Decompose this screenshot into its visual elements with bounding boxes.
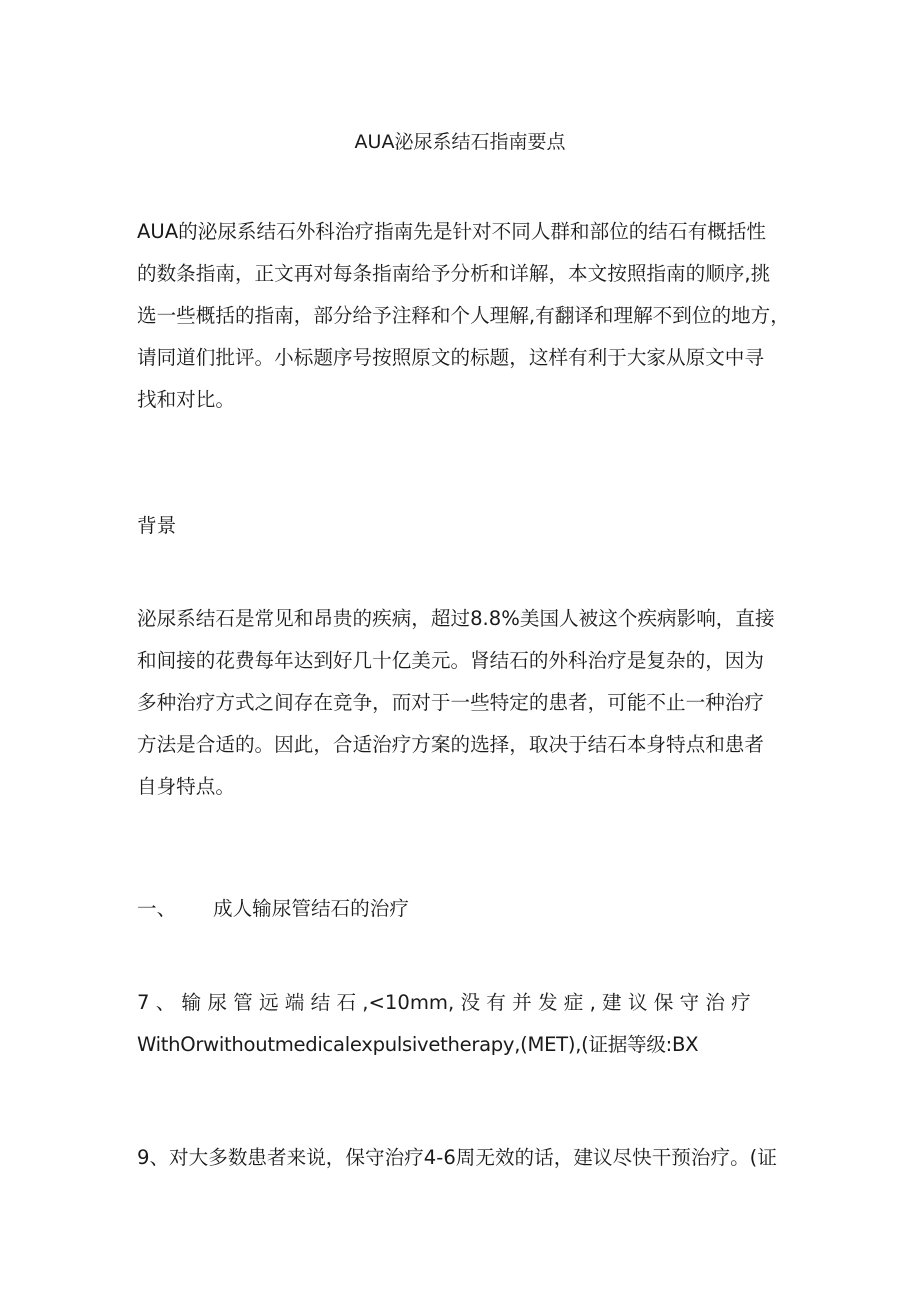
item-7-line: 7 、 输 尿 管 远 端 结 石 ,<10mm, 没 有 并 发 症 , 建 议 保 守 治 疗 [137,991,751,1014]
background-heading [137,505,787,547]
document-title: AUA泌尿系结石指南要点 [354,131,566,153]
guideline-item-9 [137,1137,787,1179]
intro-line: 请同道们批评。小标题序号按照原文的标题，这样有利于大家从原文中寻 [137,346,764,369]
background-heading-text: 背景 [137,514,177,537]
background-line: 方法是合适的。因此，合适治疗方案的选择，取决于结石本身特点和患者 [137,733,764,756]
section-number: 一、 [137,897,177,920]
intro-paragraph [137,211,790,421]
intro-line: 选一些概括的指南，部分给予注释和个人理解,有翻译和理解不到位的地方， [137,304,790,327]
intro-line: AUA的泌尿系结石外科治疗指南先是针对不同人群和部位的结石有概括性 [137,220,766,243]
background-line: 和间接的花费每年达到好几十亿美元。肾结石的外科治疗是复杂的，因为 [137,649,764,672]
item-9-line: 9、对大多数患者来说，保守治疗4-6周无效的话，建议尽快干预治疗。(证 [137,1146,777,1169]
item-7-line: WithOrwithoutmedicalexpulsivetherapy,(MET),(证据等级:BX [137,1033,699,1056]
background-line: 泌尿系结石是常见和昂贵的疾病，超过8.8%美国人被这个疾病影响，直接 [137,607,775,630]
guideline-item-7 [137,982,787,1066]
section-one-heading [137,888,787,930]
section-title: 成人输尿管结石的治疗 [213,897,409,920]
intro-line: 的数条指南，正文再对每条指南给予分析和详解，本文按照指南的顺序,挑 [137,262,771,285]
background-paragraph [137,598,787,808]
background-line: 多种治疗方式之间存在竞争，而对于一些特定的患者，可能不止一种治疗 [137,691,764,714]
intro-line: 找和对比。 [137,388,235,411]
background-line: 自身特点。 [137,775,235,798]
